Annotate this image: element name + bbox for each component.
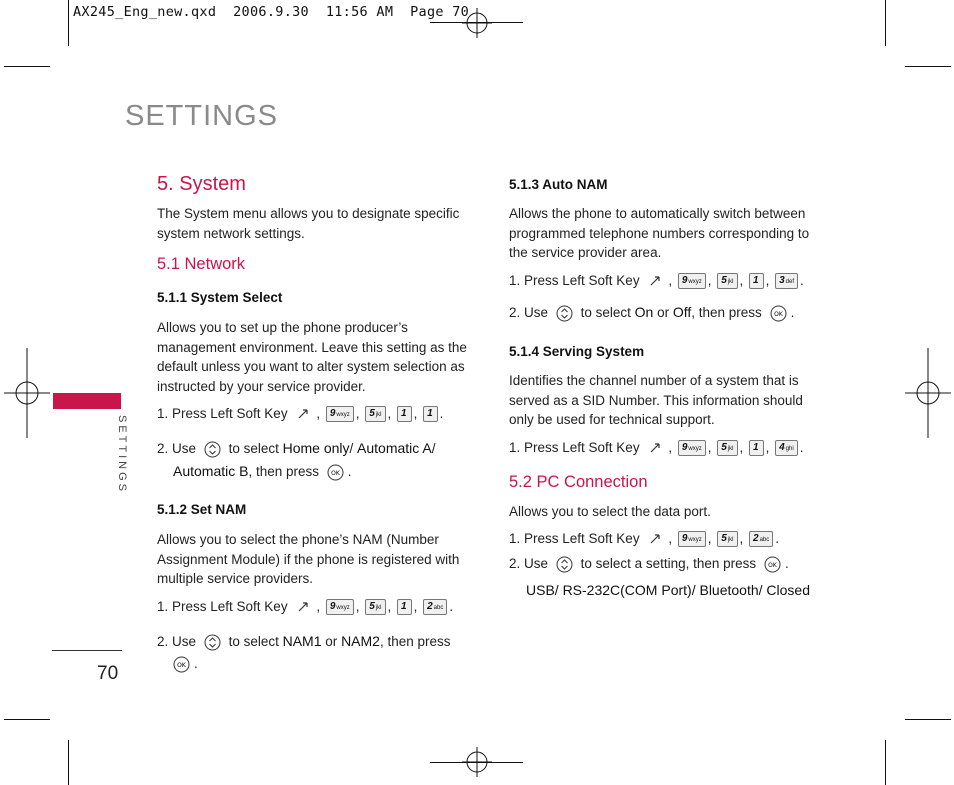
ok-key-icon	[327, 464, 344, 481]
svg-text:OK: OK	[330, 469, 340, 477]
ok-key-icon	[764, 556, 781, 573]
key-9-icon: 9wxyz	[678, 531, 706, 547]
section-heading: 5. System	[157, 173, 246, 195]
key-1-icon: 1	[423, 406, 438, 422]
item-heading: 5.1.2 Set NAM	[157, 502, 247, 517]
step: 2. Use to select a setting, then press OK .	[509, 556, 789, 571]
option-automatic-b: Automatic B	[173, 463, 249, 479]
crop-mark	[4, 66, 50, 67]
option-automatic-a: Automatic A	[357, 440, 432, 456]
item-body: Allows you to set up the phone producer’s management environment. Leave this setting as the default unless you want to alter system selection as instructed by your service provider.	[157, 320, 467, 394]
step: 2. Use to select On or Off, then press OK .	[509, 304, 795, 320]
item-heading: 5.1.3 Auto NAM	[509, 177, 608, 192]
step: 1. Press Left Soft Key , 9wxyz , 5jkl , 1 , 4ghi .	[509, 440, 804, 455]
crop-mark	[4, 719, 50, 720]
crop-mark	[68, 740, 69, 785]
subsection-heading: 5.2 PC Connection	[509, 473, 648, 491]
key-5-icon: 5jkl	[365, 406, 385, 422]
option-home-only: Home only	[282, 440, 350, 456]
step: 2. Use to select Home only/ Automatic A/	[157, 440, 436, 456]
option-nam1: NAM1	[282, 633, 322, 649]
left-soft-key-icon	[295, 599, 312, 616]
step-text: 1. Press Left Soft Key	[157, 406, 288, 421]
item-body: Identifies the channel number of a system that is served as a SID Number. This information should only be used for technical support.	[509, 373, 803, 427]
svg-text:OK: OK	[768, 561, 777, 569]
step: 1. Press Left Soft Key , 9wxyz , 5jkl , 1 , 3def .	[509, 273, 804, 288]
crop-mark	[68, 0, 69, 46]
key-9-icon: 9wxyz	[678, 273, 706, 289]
item-body: Allows the phone to automatically switch between programmed telephone numbers corresponding to the service provider area.	[509, 206, 810, 260]
navigation-key-icon	[556, 556, 573, 573]
pc-connection-options: USB/ RS-232C(COM Port)/ Bluetooth/ Closed	[526, 582, 810, 598]
key-5-icon: 5jkl	[365, 599, 385, 615]
page-number-rule	[52, 650, 122, 651]
key-5-icon: 5jkl	[717, 440, 737, 456]
item-body: Allows you to select the phone’s NAM (Number Assignment Module) if the phone is registered with multiple service providers.	[157, 532, 460, 586]
left-soft-key-icon	[647, 531, 664, 548]
key-1-icon: 1	[397, 599, 412, 615]
key-1-icon: 1	[749, 440, 764, 456]
navigation-key-icon	[204, 441, 221, 458]
key-9-icon: 9wxyz	[678, 440, 706, 456]
crop-mark	[905, 719, 951, 720]
svg-text:OK: OK	[177, 661, 186, 669]
registration-mark-bottom-icon	[462, 747, 492, 777]
key-1-icon: 1	[397, 406, 412, 422]
left-soft-key-icon	[295, 406, 312, 423]
key-5-icon: 5jkl	[717, 531, 737, 547]
step-text: 2. Use	[157, 441, 197, 456]
item-heading: 5.1.4 Serving System	[509, 344, 645, 359]
step: 2. Use to select NAM1 or NAM2, then press	[157, 633, 451, 649]
subsection-heading: 5.1 Network	[157, 255, 246, 273]
section-intro: The System menu allows you to designate specific system network settings.	[157, 206, 460, 241]
key-2-icon: 2abc	[749, 531, 773, 547]
option-nam2: NAM2	[341, 633, 380, 649]
step: 1. Press Left Soft Key , 9wxyz , 5jkl , 2abc .	[509, 531, 780, 546]
left-soft-key-icon	[647, 440, 664, 457]
side-tab-bar	[53, 393, 121, 409]
crop-mark	[885, 0, 886, 46]
step-continued: OK .	[173, 653, 198, 675]
crop-mark	[905, 66, 951, 67]
key-9-icon: 9wxyz	[326, 599, 354, 615]
key-2-icon: 2abc	[423, 599, 447, 615]
page-title: SETTINGS	[125, 100, 279, 132]
option-on: On	[634, 304, 654, 320]
page-number: 70	[97, 663, 119, 684]
key-5-icon: 5jkl	[717, 273, 737, 289]
step: 1. Press Left Soft Key , 9wxyz , 5jkl , 1 , 1 .	[157, 406, 444, 421]
registration-mark-left-icon	[4, 348, 50, 438]
navigation-key-icon	[556, 305, 573, 322]
step-continued: Automatic B, then press OK .	[173, 463, 352, 479]
file-header: AX245_Eng_new.qxd 2006.9.30 11:56 AM Page 70	[73, 4, 470, 20]
key-4-icon: 4ghi	[775, 440, 798, 456]
item-heading: 5.1.1 System Select	[157, 290, 283, 305]
left-soft-key-icon	[647, 273, 664, 290]
step: 1. Press Left Soft Key , 9wxyz , 5jkl , 1 , 2abc .	[157, 599, 454, 614]
registration-mark-right-icon	[905, 348, 951, 438]
crop-mark	[885, 740, 886, 785]
ok-key-icon	[173, 656, 190, 673]
item-body: Allows you to select the data port.	[509, 504, 711, 519]
option-off: Off	[672, 304, 692, 320]
ok-key-icon	[770, 305, 787, 322]
key-1-icon: 1	[749, 273, 764, 289]
side-tab-label: SETTINGS	[116, 415, 128, 495]
key-9-icon: 9wxyz	[326, 406, 354, 422]
navigation-key-icon	[204, 634, 221, 651]
svg-text:OK: OK	[773, 310, 783, 318]
key-3-icon: 3def	[775, 273, 798, 289]
